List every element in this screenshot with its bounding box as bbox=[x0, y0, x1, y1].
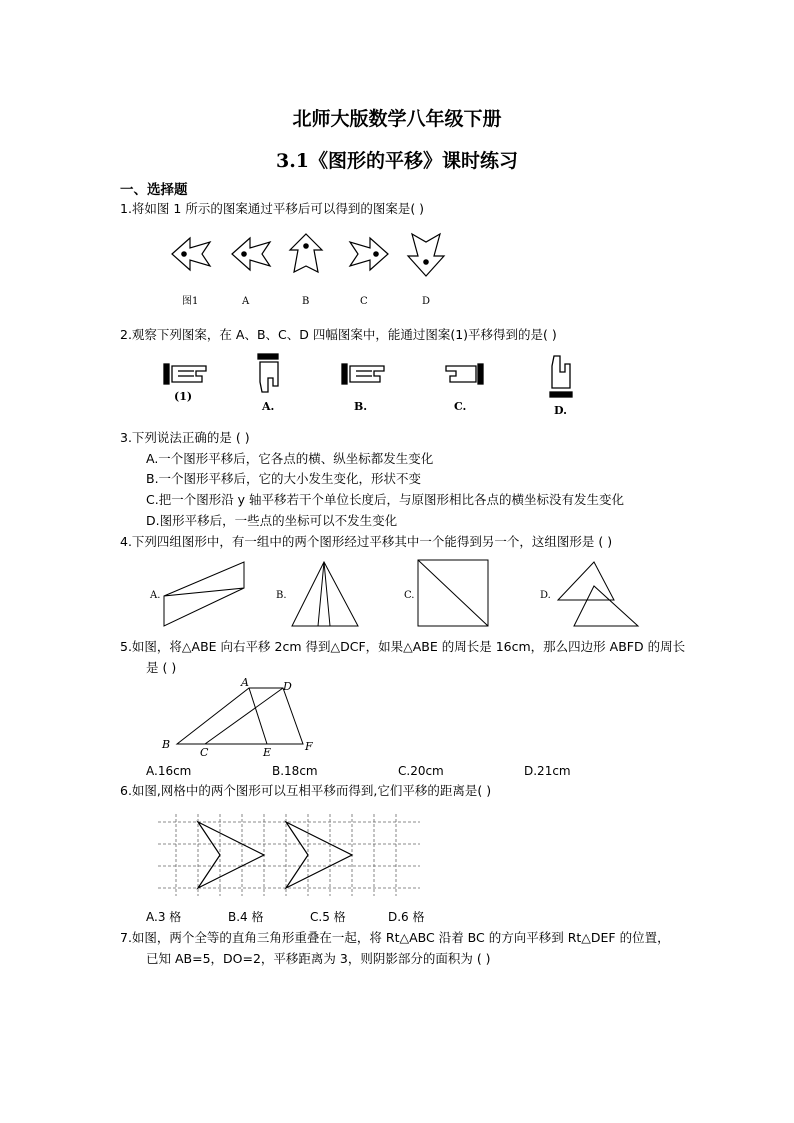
q5-point-E: E bbox=[263, 746, 272, 758]
section-heading: 一、选择题 bbox=[120, 182, 188, 198]
q2-label-A: A. bbox=[262, 400, 275, 413]
page-subtitle: 3.1《图形的平移》课时练习 bbox=[275, 150, 519, 172]
q5-point-B: B bbox=[162, 738, 171, 751]
q7-stem-line2: 已知 AB=5，DO=2，平移距离为 3，则阴影部分的面积为 ( ) bbox=[146, 951, 491, 966]
q6-stem: 6.如图,网格中的两个图形可以互相平移而得到,它们平移的距离是( ) bbox=[120, 783, 492, 798]
q1-figC-shape bbox=[350, 238, 388, 270]
q2-fig1-hand bbox=[172, 366, 206, 382]
q5-option-d: D.21cm bbox=[524, 764, 571, 778]
q1-figure bbox=[160, 228, 460, 312]
q2-figB-hand bbox=[350, 366, 384, 382]
page-title: 北师大版数学八年级下册 bbox=[292, 108, 502, 130]
q5-option-c: C.20cm bbox=[398, 764, 444, 778]
q4-label-C: C. bbox=[404, 590, 415, 601]
q1-label-D: D bbox=[422, 296, 431, 307]
q2-label-C: C. bbox=[454, 400, 467, 413]
q3-stem: 3.下列说法正确的是 ( ) bbox=[120, 430, 250, 445]
q6-shape-right bbox=[286, 822, 352, 888]
q5-stem-line1: 5.如图，将△ABE 向右平移 2cm 得到△DCF，如果△ABE 的周长是 16cm，那么四边形 ABFD 的周长 bbox=[120, 639, 686, 654]
q3-option-b: B.一个图形平移后，它的大小发生变化，形状不变 bbox=[146, 471, 422, 486]
q5-option-b: B.18cm bbox=[272, 764, 318, 778]
q5-stem-line2: 是 ( ) bbox=[146, 660, 177, 675]
q5-point-A: A bbox=[241, 676, 249, 689]
q4-label-D: D. bbox=[540, 590, 551, 601]
q2-figD-hand bbox=[552, 356, 570, 388]
q2-label-D: D. bbox=[554, 404, 567, 417]
q6-option-b: B.4 格 bbox=[228, 910, 264, 924]
q4-figD-shapes bbox=[558, 562, 638, 626]
q6-option-a: A.3 格 bbox=[146, 910, 182, 924]
q2-figC-hand bbox=[446, 366, 476, 382]
q5-point-F: F bbox=[305, 740, 313, 753]
q3-option-d: D.图形平移后，一些点的坐标可以不发生变化 bbox=[146, 513, 398, 528]
q6-grid-figure bbox=[158, 814, 420, 896]
q4-stem: 4.下列四组图形中，有一组中的两个图形经过平移其中一个能得到另一个，这组图形是 ( ) bbox=[120, 534, 613, 549]
q3-option-c: C.把一个图形沿 y 轴平移若干个单位长度后，与原图形相比各点的横坐标没有发生变化 bbox=[146, 492, 625, 507]
q1-label-C: C bbox=[360, 296, 368, 307]
q4-label-B: B. bbox=[276, 590, 287, 601]
q5-point-C: C bbox=[200, 746, 209, 758]
q2-figA-hand bbox=[260, 362, 278, 392]
q6-shape-left bbox=[198, 822, 264, 888]
q1-figA-shape bbox=[232, 238, 270, 270]
q4-figB-shapes bbox=[292, 562, 358, 626]
q1-label-fig1: 图1 bbox=[182, 296, 199, 307]
q2-label-B: B. bbox=[354, 400, 368, 413]
q3-option-a: A.一个图形平移后，它各点的横、纵坐标都发生变化 bbox=[146, 451, 434, 466]
q1-fig1-shape bbox=[172, 238, 210, 270]
q6-option-d: D.6 格 bbox=[388, 910, 425, 924]
q2-stem: 2.观察下列图案，在 A、B、C、D 四幅图案中，能通过图案(1)平移得到的是( ) bbox=[120, 327, 557, 342]
q1-stem: 1.将如图 1 所示的图案通过平移后可以得到的图案是( ) bbox=[120, 201, 425, 216]
q1-label-B: B bbox=[302, 296, 310, 307]
q5-figure bbox=[155, 676, 325, 758]
q4-figure bbox=[146, 556, 646, 632]
q4-figC-shapes bbox=[418, 560, 488, 626]
q4-label-A: A. bbox=[150, 590, 161, 601]
q1-label-A: A bbox=[242, 296, 250, 307]
q5-option-a: A.16cm bbox=[146, 764, 192, 778]
q4-figA-shapes bbox=[164, 562, 244, 626]
q2-label-1: (1) bbox=[174, 390, 193, 403]
q5-point-D: D bbox=[283, 680, 292, 693]
q2-figure bbox=[158, 352, 588, 418]
q1-figD-shape bbox=[408, 234, 444, 276]
q6-option-c: C.5 格 bbox=[310, 910, 346, 924]
q1-figB-shape bbox=[290, 234, 322, 272]
q7-stem-line1: 7.如图，两个全等的直角三角形重叠在一起，将 Rt△ABC 沿着 BC 的方向平移到 Rt△DEF 的位置， bbox=[120, 930, 670, 945]
